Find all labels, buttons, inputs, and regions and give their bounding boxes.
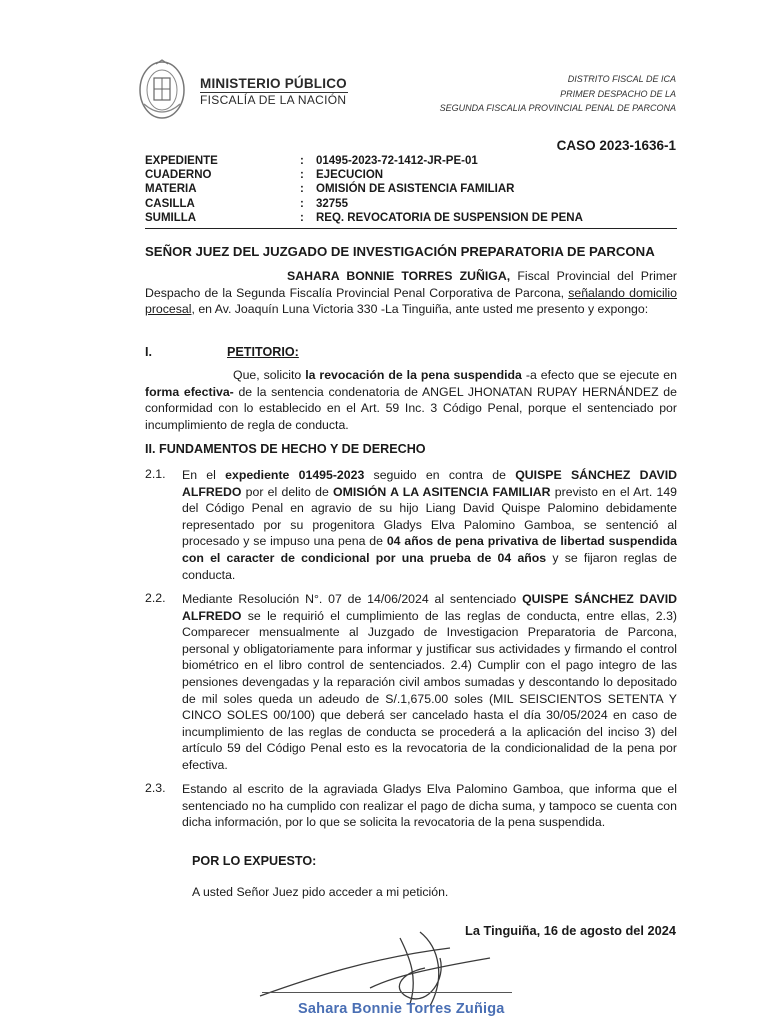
institution-name: MINISTERIO PÚBLICO: [200, 76, 347, 91]
meta-value: OMISIÓN DE ASISTENCIA FAMILIAR: [316, 183, 515, 196]
prosecutor-name: SAHARA BONNIE TORRES ZUÑIGA,: [287, 269, 511, 283]
district-line: DISTRITO FISCAL DE ICA: [567, 74, 676, 84]
meta-key: CASILLA: [145, 197, 195, 210]
paragraph-2-3: Estando al escrito de la agraviada Gladys Elva Palomino Gamboa, que informa que el sentenciado no ha cumplido con realizar el pago de dicha suma, y tampoco se cuenta con dicha información, por lo que se solicita la revocatoria de la pena suspendida.: [182, 782, 677, 830]
closing-heading: POR LO EXPUESTO:: [192, 854, 317, 868]
section-title-fundamentos: II. FUNDAMENTOS DE HECHO Y DE DERECHO: [145, 442, 426, 456]
institution-subtitle: FISCALÍA DE LA NACIÓN: [200, 93, 347, 107]
seal-emblem-icon: [136, 58, 188, 122]
signature-stamp-name: Sahara Bonnie Torres Zuñiga: [298, 1001, 505, 1017]
section-number: I.: [145, 345, 152, 359]
item-number: 2.3.: [145, 781, 166, 795]
meta-row: SUMILLA : REQ. REVOCATORIA DE SUSPENSION DE PENA: [145, 211, 583, 224]
meta-row: MATERIA : OMISIÓN DE ASISTENCIA FAMILIAR: [145, 183, 515, 196]
meta-value: EJECUCION: [316, 169, 384, 182]
section-title-petitorio: PETITORIO:: [227, 345, 299, 359]
meta-row: EXPEDIENTE : 01495-2023-72-1412-JR-PE-01: [145, 155, 478, 167]
meta-key: MATERIA: [145, 183, 197, 196]
meta-key: SUMILLA: [145, 211, 197, 224]
addressee: SEÑOR JUEZ DEL JUZGADO DE INVESTIGACIÓN PREPARATORIA DE PARCONA: [145, 244, 655, 259]
metadata-divider: [145, 228, 677, 229]
meta-value: REQ. REVOCATORIA DE SUSPENSION DE PENA: [316, 211, 583, 224]
meta-key: CUADERNO: [145, 169, 212, 182]
district-heading: [440, 72, 676, 116]
item-number: 2.2.: [145, 591, 166, 605]
item-number: 2.1.: [145, 467, 166, 481]
meta-key: EXPEDIENTE: [145, 155, 218, 167]
meta-row: CUADERNO : EJECUCION: [145, 169, 384, 182]
case-number: CASO 2023-1636-1: [556, 138, 676, 153]
petitorio-paragraph: Que, solicito la revocación de la pena suspendida -a efecto que se ejecute en forma efectiva- de la sentencia condenatoria de ANGEL JHONATAN RUPAY HERNÁNDEZ de conformidad con lo establecido en el Art. 59 Inc. 3 Código Penal, porque el sentenciado por incumplimiento de regla de conducta.: [145, 368, 677, 432]
place-and-date: La Tinguiña, 16 de agosto del 2024: [465, 923, 676, 938]
signature-line: [262, 992, 512, 993]
closing-request: A usted Señor Juez pido acceder a mi petición.: [192, 885, 449, 899]
district-line: PRIMER DESPACHO DE LA: [560, 88, 676, 99]
meta-row: CASILLA : 32755: [145, 197, 348, 210]
meta-value: 01495-2023-72-1412-JR-PE-01: [316, 155, 478, 167]
intro-paragraph: SAHARA BONNIE TORRES ZUÑIGA, Fiscal Provincial del Primer Despacho de la Segunda Fiscalía Provincial Penal Corporativa de Parcona, señalando domicilio procesal, en Av. Joaquín Luna Victoria 330 -La Tinguiña, ante usted me presento y expongo:: [145, 269, 677, 317]
paragraph-2-2: Mediante Resolución N°. 07 de 14/06/2024 al sentenciado QUISPE SÁNCHEZ DAVID ALFREDO se le requirió el cumplimiento de las reglas de conducta, entre ellas, 2.3) Comparecer mensualmente al Juzgado de Investigacion Preparatoria de Parcona, personal y obligatoriamente para informar y justificar sus actividades y firmando el control biométrico en el libro control de sentenciados. 2.4) Cumplir con el pago integro de las pensiones devengadas y la reparación civil ambos sumadas y descontando lo depositado de mil soles queda un adeudo de S/.1,675.00 soles (MIL SEISCIENTOS SETENTA Y CINCO SOLES 00/100) que deberá ser cancelado hasta el día 30/05/2024 en caso de incumplimiento de las reglas de conducta se procederá a la aplicación del inciso 3) del artículo 59 del Código Penal esto es la revocatoria de la condicionalidad de la pena por efectiva.: [182, 592, 677, 772]
case-metadata: [145, 154, 583, 225]
district-line: SEGUNDA FISCALIA PROVINCIAL PENAL DE PARCONA: [439, 103, 676, 113]
meta-value: 32755: [316, 197, 348, 210]
procedural-domicile: señalando domicilio procesal: [145, 285, 677, 317]
paragraph-2-1: En el expediente 01495-2023 seguido en contra de QUISPE SÁNCHEZ DAVID ALFREDO por el delito de OMISIÓN A LA ASITENCIA FAMILIAR previsto en el Art. 149 del Código Penal en agravio de su hijo Liang David Quispe Palomino debidamente representado por su progenitora Gladys Elva Palomino Gamboa, se sentenció al procesado y se impuso una pena de 04 años de pena privativa de libertad suspendida con el caracter de condicional por una prueba de 04 años y se fijaron reglas de conducta.: [182, 468, 677, 582]
